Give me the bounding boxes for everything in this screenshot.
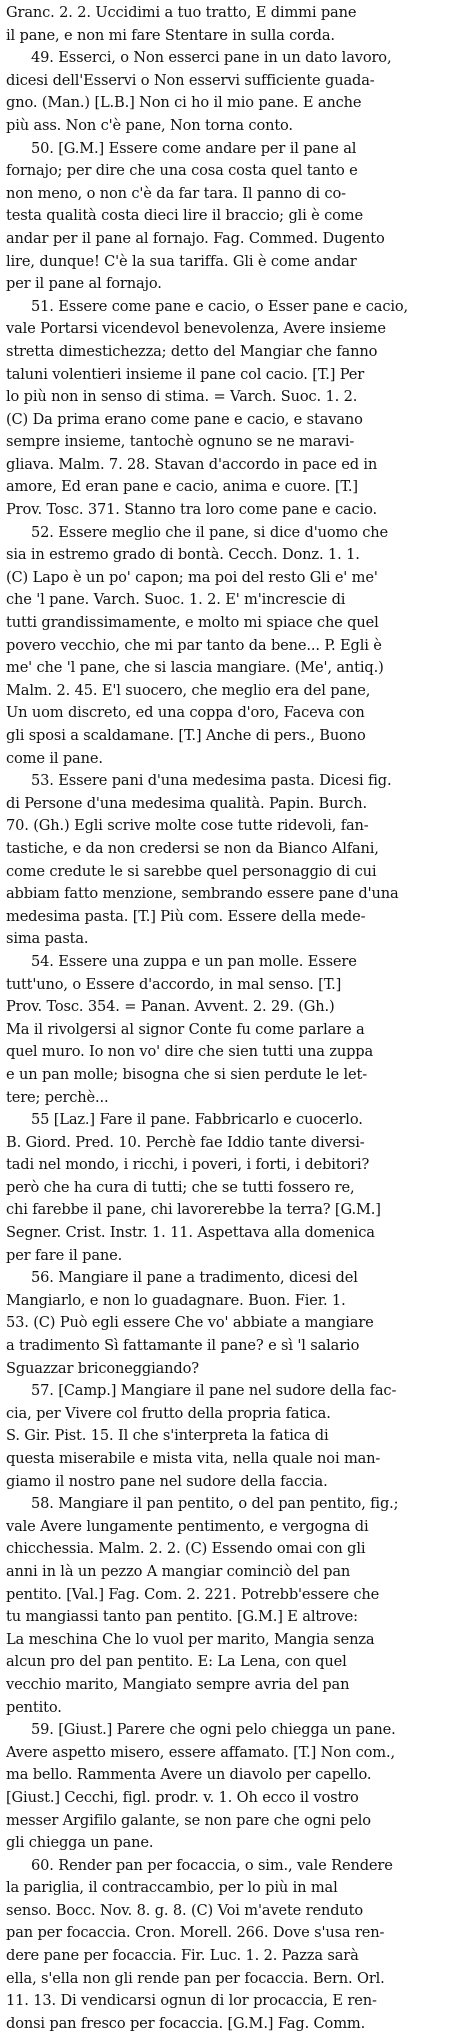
text-line: [Giust.] Cecchi, figl. prodr. v. 1. Oh ecco il vostro (6, 1788, 359, 1806)
text-line: 56. Mangiare il pane a tradimento, dicesi del (31, 1269, 358, 1287)
text-line: Granc. 2. 2. Uccidimi a tuo tratto, E dimmi pane (6, 4, 357, 21)
text-line: stretta dimestichezza; detto del Mangiar che fanno (6, 342, 378, 360)
text-line: 57. [Camp.] Mangiare il pane nel sudore della fac- (31, 1382, 397, 1400)
text-line: 49. Esserci, o Non esserci pane in un dato lavoro, (31, 49, 392, 67)
text-line: 60. Render pan per focaccia, o sim., vale Rendere (31, 1856, 393, 1874)
text-line: gliava. Malm. 7. 28. Stavan d'accordo in pace ed in (6, 455, 378, 473)
text-line: vecchio marito, Mangiato sempre avria del pan (6, 1675, 350, 1693)
text-line: Malm. 2. 45. E'l suocero, che meglio era del pane, (6, 681, 371, 699)
text-line: Prov. Tosc. 354. = Panan. Avvent. 2. 29. (Gh.) (6, 998, 335, 1016)
text-line: ma bello. Rammenta Avere un diavolo per capello. (6, 1766, 372, 1784)
text-line: senso. Bocc. Nov. 8. g. 8. (C) Voi m'avete renduto (6, 1901, 364, 1919)
text-line: tutt'uno, o Essere d'accordo, in mal senso. [T.] (6, 975, 342, 993)
text-line: come il pane. (6, 749, 103, 767)
text-line: 53. (C) Può egli essere Che vo' abbiate a mangiare (6, 1314, 374, 1332)
text-line: andar per il pane al fornajo. Fag. Commed. Dugento (6, 229, 385, 247)
text-line: povero vecchio, che mi par tanto da bene... P. Egli è (6, 636, 382, 654)
text-line: pentito. (6, 1698, 62, 1716)
text-line: 58. Mangiare il pan pentito, o del pan pentito, fig.; (31, 1495, 399, 1513)
text-line: gno. (Man.) [L.B.] Non ci ho il mio pane. E anche (6, 94, 362, 112)
text-line: amore, Ed eran pane e cacio, anima e cuore. [T.] (6, 478, 358, 496)
text-line: 11. 13. Di vendicarsi ognun di lor procaccia, E ren- (6, 1992, 377, 2010)
text-line: 51. Essere come pane e cacio, o Esser pane e cacio, (31, 297, 409, 315)
text-line: sia in estremo grado di bontà. Cecch. Donz. 1. 1. (6, 546, 360, 564)
text-line: Segner. Crist. Instr. 1. 11. Aspettava alla domenica (6, 1224, 375, 1242)
text-line: gli chiegga un pane. (6, 1834, 154, 1852)
text-line: (C) Lapo è un po' capon; ma poi del resto Gli e' me' (6, 568, 378, 586)
text-line: 50. [G.M.] Essere come andare per il pane al (31, 139, 357, 157)
entry-text-column (6, 2, 467, 2035)
text-line: medesima pasta. [T.] Più com. Essere della mede- (6, 907, 366, 925)
text-line: 70. (Gh.) Egli scrive molte cose tutte ridevoli, fan- (6, 817, 369, 835)
text-line: taluni volentieri insieme il pane col cacio. [T.] Per (6, 365, 365, 383)
text-line: pentito. [Val.] Fag. Com. 2. 221. Potrebb'essere che (6, 1585, 380, 1603)
text-line: più ass. Non c'è pane, Non torna conto. (6, 116, 293, 134)
text-line: per il pane al fornajo. (6, 275, 162, 293)
text-line: vale Avere lungamente pentimento, e vergogna di (6, 1517, 369, 1535)
text-line: 59. [Giust.] Parere che ogni pelo chiegga un pane. (31, 1721, 396, 1739)
text-line: tutti grandissimamente, e molto mi spiace che quel (6, 614, 379, 632)
text-line: vale Portarsi vicendevol benevolenza, Avere insieme (6, 320, 386, 338)
text-line: pan per focaccia. Cron. Morell. 266. Dove s'usa ren- (6, 1924, 385, 1942)
text-line: lire, dunque! C'è la sua tariffa. Gli è come andar (6, 252, 357, 270)
text-line: B. Giord. Pred. 10. Perchè fae Iddio tante diversi- (6, 1133, 365, 1151)
text-line: S. Gir. Pist. 15. Il che s'interpreta la fatica di (6, 1427, 329, 1445)
text-line: la pariglia, il contraccambio, per lo più in mal (6, 1879, 338, 1897)
text-line: Un uom discreto, ed una coppa d'oro, Faceva con (6, 704, 365, 722)
text-line: Ma il rivolgersi al signor Conte fu come parlare a (6, 1020, 365, 1038)
text-line: per fare il pane. (6, 1246, 123, 1264)
text-line: gli sposi a scaldamane. [T.] Anche di pers., Buono (6, 727, 366, 744)
text-line: però che ha cura di tutti; che se tutti fossero re, (6, 1178, 355, 1196)
text-line: testa qualità costa dieci lire il braccio; gli è come (6, 207, 363, 225)
text-line: dere pane per focaccia. Fir. Luc. 1. 2. Pazza sarà (6, 1947, 359, 1965)
text-line: tastiche, e da non credersi se non da Bianco Alfani, (6, 839, 379, 857)
text-line: me' che 'l pane, che si lascia mangiare. (Me', antiq.) (6, 659, 384, 677)
text-line: a tradimento Sì fattamante il pane? e sì 'l salario (6, 1337, 360, 1355)
text-line: La meschina Che lo vuol per marito, Mangia senza (6, 1630, 375, 1648)
text-line: donsi pan fresco per focaccia. [G.M.] Fag. Comm. (6, 2014, 366, 2032)
text-line: abbiam fatto menzione, sembrando essere pane d'una (6, 885, 399, 903)
text-line: 52. Essere meglio che il pane, si dice d'uomo che (31, 523, 389, 541)
text-line: 55 [Laz.] Fare il pane. Fabbricarlo e cuocerlo. (31, 1111, 363, 1129)
text-line: Mangiarlo, e non lo guadagnare. Buon. Fier. 1. (6, 1291, 346, 1309)
text-line: sempre insieme, tantochè ognuno se ne maravi- (6, 433, 355, 451)
text-line: lo più non in senso di stima. = Varch. Suoc. 1. 2. (6, 388, 358, 406)
text-line: ella, s'ella non gli rende pan per focaccia. Bern. Orl. (6, 1969, 385, 1987)
text-line: tu mangiassi tanto pan pentito. [G.M.] E altrove: (6, 1608, 358, 1626)
text-line: come credute le si sarebbe quel personaggio di cui (6, 862, 377, 880)
text-line: quel muro. Io non vo' dire che sien tutti una zuppa (6, 1043, 373, 1061)
text-line: (C) Da prima erano come pane e cacio, e stavano (6, 410, 363, 428)
text-line: che 'l pane. Varch. Suoc. 1. 2. E' m'increscie di (6, 591, 346, 609)
text-line: 54. Essere una zuppa e un pan molle. Essere (31, 952, 357, 970)
text-line: Avere aspetto misero, essere affamato. [T.] Non com., (6, 1743, 395, 1761)
text-line: Sguazzar briconeggiando? (6, 1359, 199, 1377)
text-line: chi farebbe il pane, chi lavorerebbe la terra? [G.M.] (6, 1201, 381, 1219)
text-line: tadi nel mondo, i ricchi, i poveri, i forti, i debitori? (6, 1156, 370, 1174)
text-line: Prov. Tosc. 371. Stanno tra loro come pane e cacio. (6, 501, 377, 519)
text-line: e un pan molle; bisogna che si sien perdute le let- (6, 1065, 368, 1083)
text-line: giamo il nostro pane nel sudore della faccia. (6, 1472, 328, 1490)
text-line: sima pasta. (6, 930, 89, 948)
text-line: fornajo; per dire che una cosa costa quel tanto e (6, 162, 358, 180)
text-line: cia, per Vivere col frutto della propria fatica. (6, 1404, 331, 1422)
text-line: anni in là un pezzo A mangiar cominciò del pan (6, 1562, 351, 1580)
text-line: tere; perchè... (6, 1088, 109, 1106)
text-line: messer Argifilo galante, se non pare che ogni pelo (6, 1811, 371, 1829)
text-line: 53. Essere pani d'una medesima pasta. Dicesi fig. (31, 772, 392, 790)
text-line: dicesi dell'Esservi o Non esservi sufficiente guada- (6, 71, 375, 89)
text-line: questa miserabile e mista vita, nella quale noi man- (6, 1450, 381, 1467)
text-line: il pane, e non mi fare Stentare in sulla corda. (6, 26, 335, 44)
text-line: non meno, o non c'è da far tara. Il panno di co- (6, 184, 346, 202)
text-line: di Persone d'una medesima qualità. Papin. Burch. (6, 794, 367, 812)
text-line: alcun pro del pan pentito. E: La Lena, con quel (6, 1653, 347, 1671)
text-line: chicchessia. Malm. 2. 2. (C) Essendo omai con gli (6, 1540, 366, 1558)
